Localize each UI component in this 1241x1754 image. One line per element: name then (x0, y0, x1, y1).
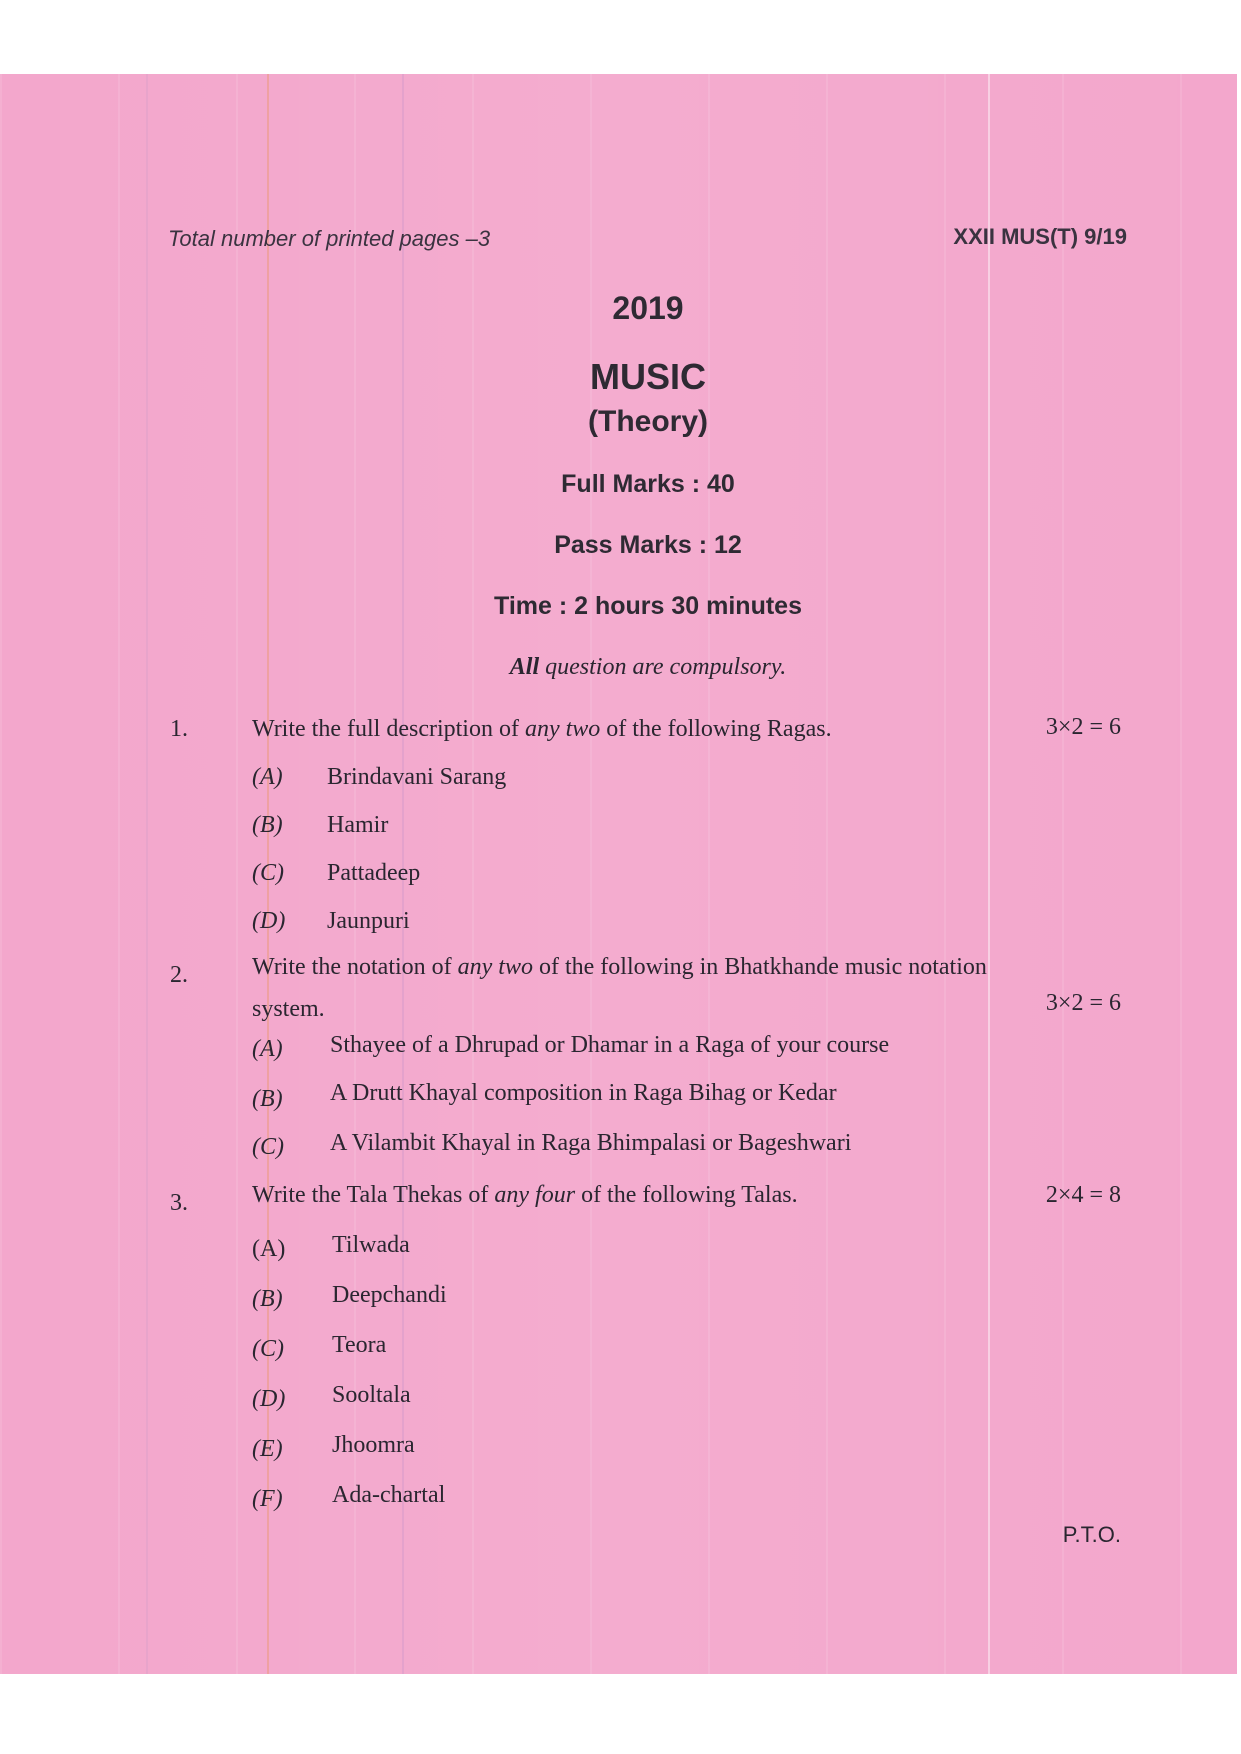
option-text: Sooltala (332, 1382, 411, 1408)
question-text-emphasis: any two (457, 954, 533, 980)
question-text-part: Write the full description of (252, 716, 525, 742)
question-text-part: Write the Tala Thekas of (252, 1182, 495, 1208)
question-text-emphasis: any two (524, 716, 601, 742)
question-text-part: Write the notation of (252, 954, 458, 980)
option-label: (C) (252, 860, 284, 886)
option-label: (C) (252, 1336, 284, 1362)
subject-title: MUSIC (590, 356, 706, 397)
option-text: Pattadeep (327, 860, 421, 886)
option-text: Jhoomra (332, 1432, 415, 1458)
question-number: 3. (170, 1190, 188, 1216)
option-label: (F) (252, 1486, 283, 1512)
option-text: Tilwada (332, 1232, 410, 1258)
question-marks: 3×2 = 6 (1045, 990, 1121, 1016)
paper-code: XXII MUS(T) 9/19 (953, 224, 1127, 249)
option-text: Sthayee of a Dhrupad or Dhamar in a Raga of your course (330, 1032, 890, 1058)
question-text (252, 954, 1132, 981)
question-text-emphasis: any four (494, 1182, 576, 1208)
option-label: (E) (252, 1436, 283, 1462)
option-label: (A) (252, 1036, 283, 1062)
option-text: Hamir (327, 812, 389, 838)
question-number: 2. (170, 962, 188, 988)
option-label: (A) (252, 764, 283, 790)
question-text-part: of the following Ragas. (600, 716, 832, 742)
instruction-bold: All (509, 654, 540, 680)
question-text-continued: system. (252, 996, 325, 1022)
please-turn-over: P.T.O. (1062, 1522, 1121, 1547)
option-label: (B) (252, 812, 283, 838)
full-marks: Full Marks : 40 (561, 470, 735, 498)
paper-type: (Theory) (588, 405, 708, 438)
instruction-text: question are compulsory. (539, 654, 787, 680)
question-marks: 3×2 = 6 (1045, 714, 1121, 740)
exam-year: 2019 (612, 290, 684, 326)
question-marks: 2×4 = 8 (1045, 1182, 1121, 1208)
option-text: Brindavani Sarang (327, 764, 507, 790)
question-number: 1. (170, 716, 188, 742)
option-text: A Drutt Khayal composition in Raga Bihag or Kedar (330, 1080, 837, 1106)
option-text: A Vilambit Khayal in Raga Bhimpalasi or Bageshwari (330, 1130, 852, 1156)
instruction (0, 654, 1241, 681)
question-text-part: of the following in Bhatkhande music notation (532, 954, 987, 980)
option-text: Deepchandi (332, 1282, 447, 1308)
option-text: Jaunpuri (327, 908, 410, 934)
option-label: (B) (252, 1086, 283, 1112)
option-label: (B) (252, 1286, 283, 1312)
option-label: (A) (252, 1236, 286, 1262)
option-label: (D) (252, 1386, 286, 1412)
time-allowed: Time : 2 hours 30 minutes (494, 592, 802, 620)
printed-pages-note: Total number of printed pages –3 (168, 226, 491, 251)
question-text-part: of the following Talas. (575, 1182, 798, 1208)
question-text (252, 1182, 798, 1209)
option-text: Teora (332, 1332, 387, 1358)
option-label: (C) (252, 1134, 284, 1160)
pass-marks: Pass Marks : 12 (554, 531, 742, 559)
option-label: (D) (252, 908, 286, 934)
question-text (252, 716, 832, 743)
option-text: Ada-chartal (332, 1482, 446, 1508)
